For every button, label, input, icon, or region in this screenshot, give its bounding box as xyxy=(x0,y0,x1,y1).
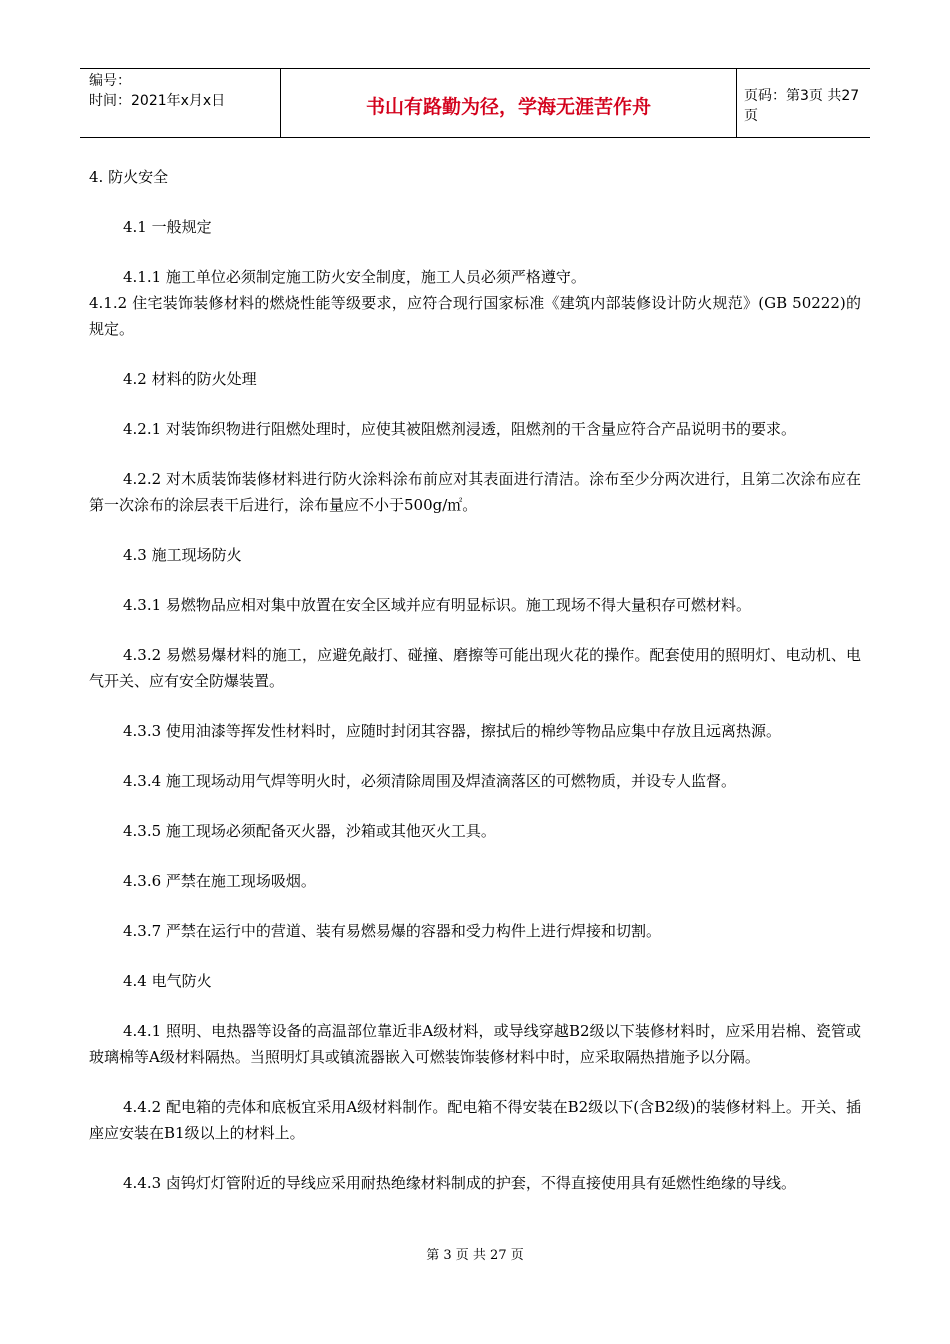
paragraph: 4.3.1 易燃物品应相对集中放置在安全区域并应有明显标识。施工现场不得大量积存可燃材料。 xyxy=(123,596,751,614)
time-label: 时间：2021年x月x日 xyxy=(89,93,226,109)
page-header xyxy=(80,68,870,138)
paragraph: 4.1.1 施工单位必须制定施工防火安全制度，施工人员必须严格遵守。 xyxy=(123,268,586,286)
paragraph: 4.3.5 施工现场必须配备灭火器，沙箱或其他灭火工具。 xyxy=(123,822,496,840)
document-body xyxy=(89,164,861,1220)
subsection-heading: 4.2 材料的防火处理 xyxy=(123,370,257,388)
section-heading: 4. 防火安全 xyxy=(89,168,169,186)
paragraph: 4.4.1 照明、电热器等设备的高温部位靠近非A级材料，或导线穿越B2级以下装修材料时，应采用岩棉、瓷管或玻璃棉等A级材料隔热。当照明灯具或镇流器嵌入可燃装饰装修材料中时，应采取隔热措施予以分隔。 xyxy=(89,1022,861,1066)
subsection-heading: 4.4 电气防火 xyxy=(123,972,212,990)
paragraph: 4.3.3 使用油漆等挥发性材料时，应随时封闭其容器，擦拭后的棉纱等物品应集中存放且远离热源。 xyxy=(123,722,781,740)
paragraph: 4.3.6 严禁在施工现场吸烟。 xyxy=(123,872,316,890)
subsection-heading: 4.1 一般规定 xyxy=(123,218,212,236)
page-footer: 第 3 页 共 27 页 xyxy=(426,1248,524,1263)
paragraph: 4.2.2 对木质装饰装修材料进行防火涂料涂布前应对其表面进行清洁。涂布至少分两次进行，且第二次涂布应在第一次涂布的涂层表干后进行，涂布量应不小于500g/㎡。 xyxy=(89,470,861,514)
paragraph: 4.2.1 对装饰织物进行阻燃处理时，应使其被阻燃剂浸透，阻燃剂的干含量应符合产品说明书的要求。 xyxy=(123,420,796,438)
paragraph: 4.4.3 卤钨灯灯管附近的导线应采用耐热绝缘材料制成的护套，不得直接使用具有延燃性绝缘的导线。 xyxy=(123,1174,796,1192)
paragraph: 4.1.2 住宅装饰装修材料的燃烧性能等级要求，应符合现行国家标准《建筑内部装修设计防火规范》(GB 50222)的规定。 xyxy=(89,294,861,338)
header-meta xyxy=(80,69,281,137)
number-label: 编号： xyxy=(89,73,131,89)
header-motto: 书山有路勤为径，学海无涯苦作舟 xyxy=(281,69,737,137)
paragraph: 4.3.4 施工现场动用气焊等明火时，必须清除周围及焊渣滴落区的可燃物质，并设专人监督。 xyxy=(123,772,736,790)
paragraph: 4.3.7 严禁在运行中的营道、装有易燃易爆的容器和受力构件上进行焊接和切割。 xyxy=(123,922,661,940)
paragraph: 4.4.2 配电箱的壳体和底板宜采用A级材料制作。配电箱不得安装在B2级以下(含B2级)的装修材料上。开关、插座应安装在B1级以上的材料上。 xyxy=(89,1098,861,1142)
subsection-heading: 4.3 施工现场防火 xyxy=(123,546,242,564)
header-page-info: 页码：第3页 共27页 xyxy=(744,88,860,124)
paragraph: 4.3.2 易燃易爆材料的施工，应避免敲打、碰撞、磨擦等可能出现火花的操作。配套使用的照明灯、电动机、电气开关、应有安全防爆装置。 xyxy=(89,646,861,690)
